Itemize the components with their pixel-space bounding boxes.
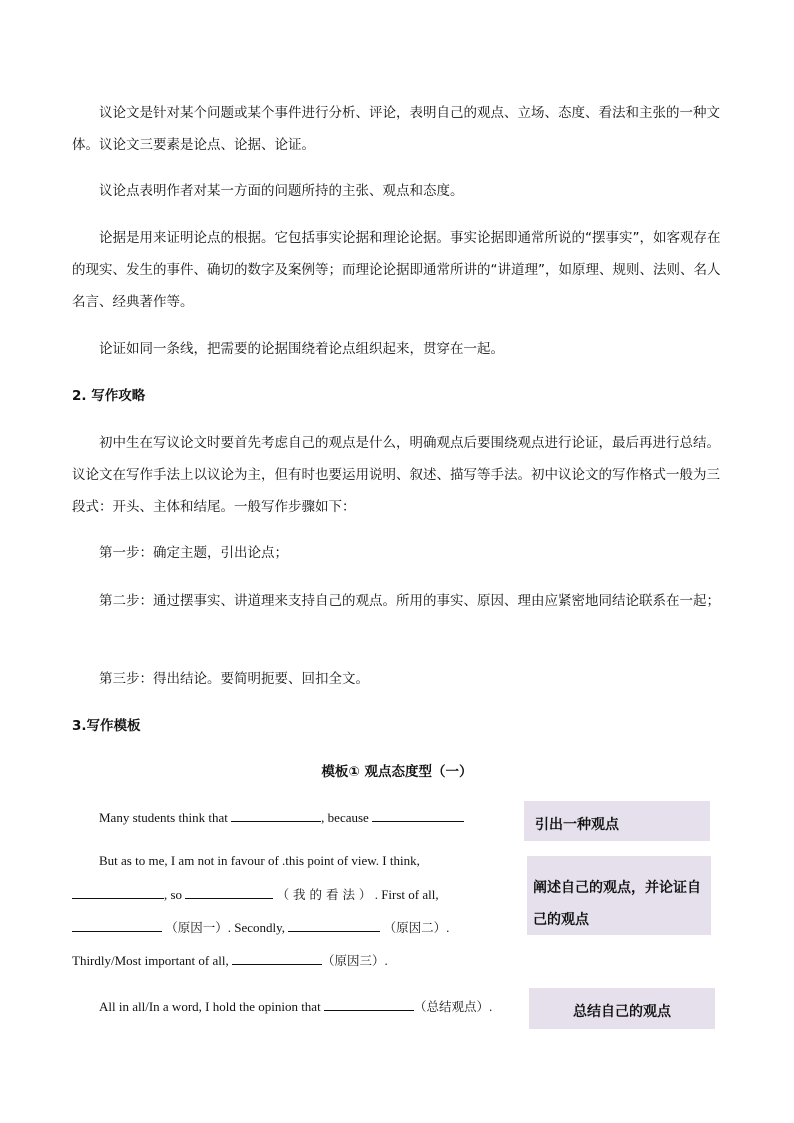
section-3-heading: 3.写作模板 — [72, 718, 141, 734]
blank-2 — [372, 808, 464, 822]
section-2-heading: 2. 写作攻略 — [72, 388, 146, 404]
intro-paragraph-1: 议论文是针对某个问题或某个事件进行分析、评论，表明自己的观点、立场、态度、看法和主张的一种文体。议论文三要素是论点、论据、论证。 — [72, 105, 720, 153]
template-line-3-text-c: . First of all, — [371, 887, 439, 902]
template-line-3-text-a: , so — [164, 887, 186, 902]
template-line-6-text-a: All in all/In a word, I hold the opinion that — [99, 999, 324, 1014]
section-2-paragraph: 初中生在写议论文时要首先考虑自己的观点是什么，明确观点后要围绕观点进行论证，最后再进行总结。议论文在写作手法上以议论为主，但有时也要运用说明、叙述、描写等手法。初中议论文的写作格式一般为三段式：开头、主体和结尾。一般写作步骤如下： — [72, 435, 720, 515]
template-line-1 — [99, 808, 464, 828]
intro-paragraph-3: 论据是用来证明论点的根据。它包括事实论据和理论论据。事实论据即通常所说的“摆事实”，如客观存在的现实、发生的事件、确切的数字及案例等；而理论论据即通常所讲的“讲道理”，如原理、规则、法则、名人名言、经典著作等。 — [72, 230, 721, 310]
template-line-4-text-b: . Secondly, — [227, 920, 289, 935]
step-1: 第一步：确定主题，引出论点； — [99, 545, 288, 561]
reason-2-label: （原因二） — [383, 920, 447, 935]
reason-1-label: （原因一） — [165, 920, 228, 935]
annotation-box-summarize-view: 总结自己的观点 — [529, 988, 715, 1029]
template-line-6 — [99, 997, 492, 1017]
blank-5 — [72, 918, 162, 932]
template-line-1-text-a: Many students think that — [99, 810, 232, 825]
template-line-5-text-c: . — [384, 953, 388, 968]
step-3: 第三步：得出结论。要简明扼要、回扣全文。 — [99, 671, 369, 687]
blank-8 — [324, 997, 414, 1011]
step-2: 第二步：通过摆事实、讲道理来支持自己的观点。所用的事实、原因、理由应紧密地同结论联系在一起； — [99, 593, 720, 609]
my-opinion-label: （ 我 的 看 法 ） — [276, 887, 372, 902]
template-line-5 — [72, 951, 388, 971]
template-line-2: But as to me, I am not in favour of .this point of view. I think, — [99, 853, 420, 868]
reason-3-label: （原因三） — [321, 953, 385, 968]
blank-6 — [288, 918, 380, 932]
blank-4 — [185, 885, 273, 899]
template-title: 模板① 观点态度型（一） — [321, 764, 473, 780]
template-line-6-text-c: . — [488, 999, 493, 1014]
summary-label: （总结观点） — [413, 999, 489, 1014]
blank-7 — [232, 951, 322, 965]
blank-1 — [231, 808, 321, 822]
template-line-3 — [72, 885, 439, 905]
template-line-4-text-d: . — [446, 920, 450, 935]
template-line-1-text-b: , because — [321, 810, 373, 825]
template-line-5-text-a: Thirdly/Most important of all, — [72, 953, 232, 968]
intro-paragraph-4: 论证如同一条线，把需要的论据围绕着论点组织起来，贯穿在一起。 — [99, 341, 504, 357]
annotation-box-argue-view: 阐述自己的观点，并论证自己的观点 — [527, 856, 711, 935]
annotation-box-introduce-view: 引出一种观点 — [524, 801, 710, 841]
intro-paragraph-2: 议论点表明作者对某一方面的问题所持的主张、观点和态度。 — [99, 183, 464, 199]
blank-3 — [72, 885, 164, 899]
template-line-4 — [72, 918, 449, 938]
